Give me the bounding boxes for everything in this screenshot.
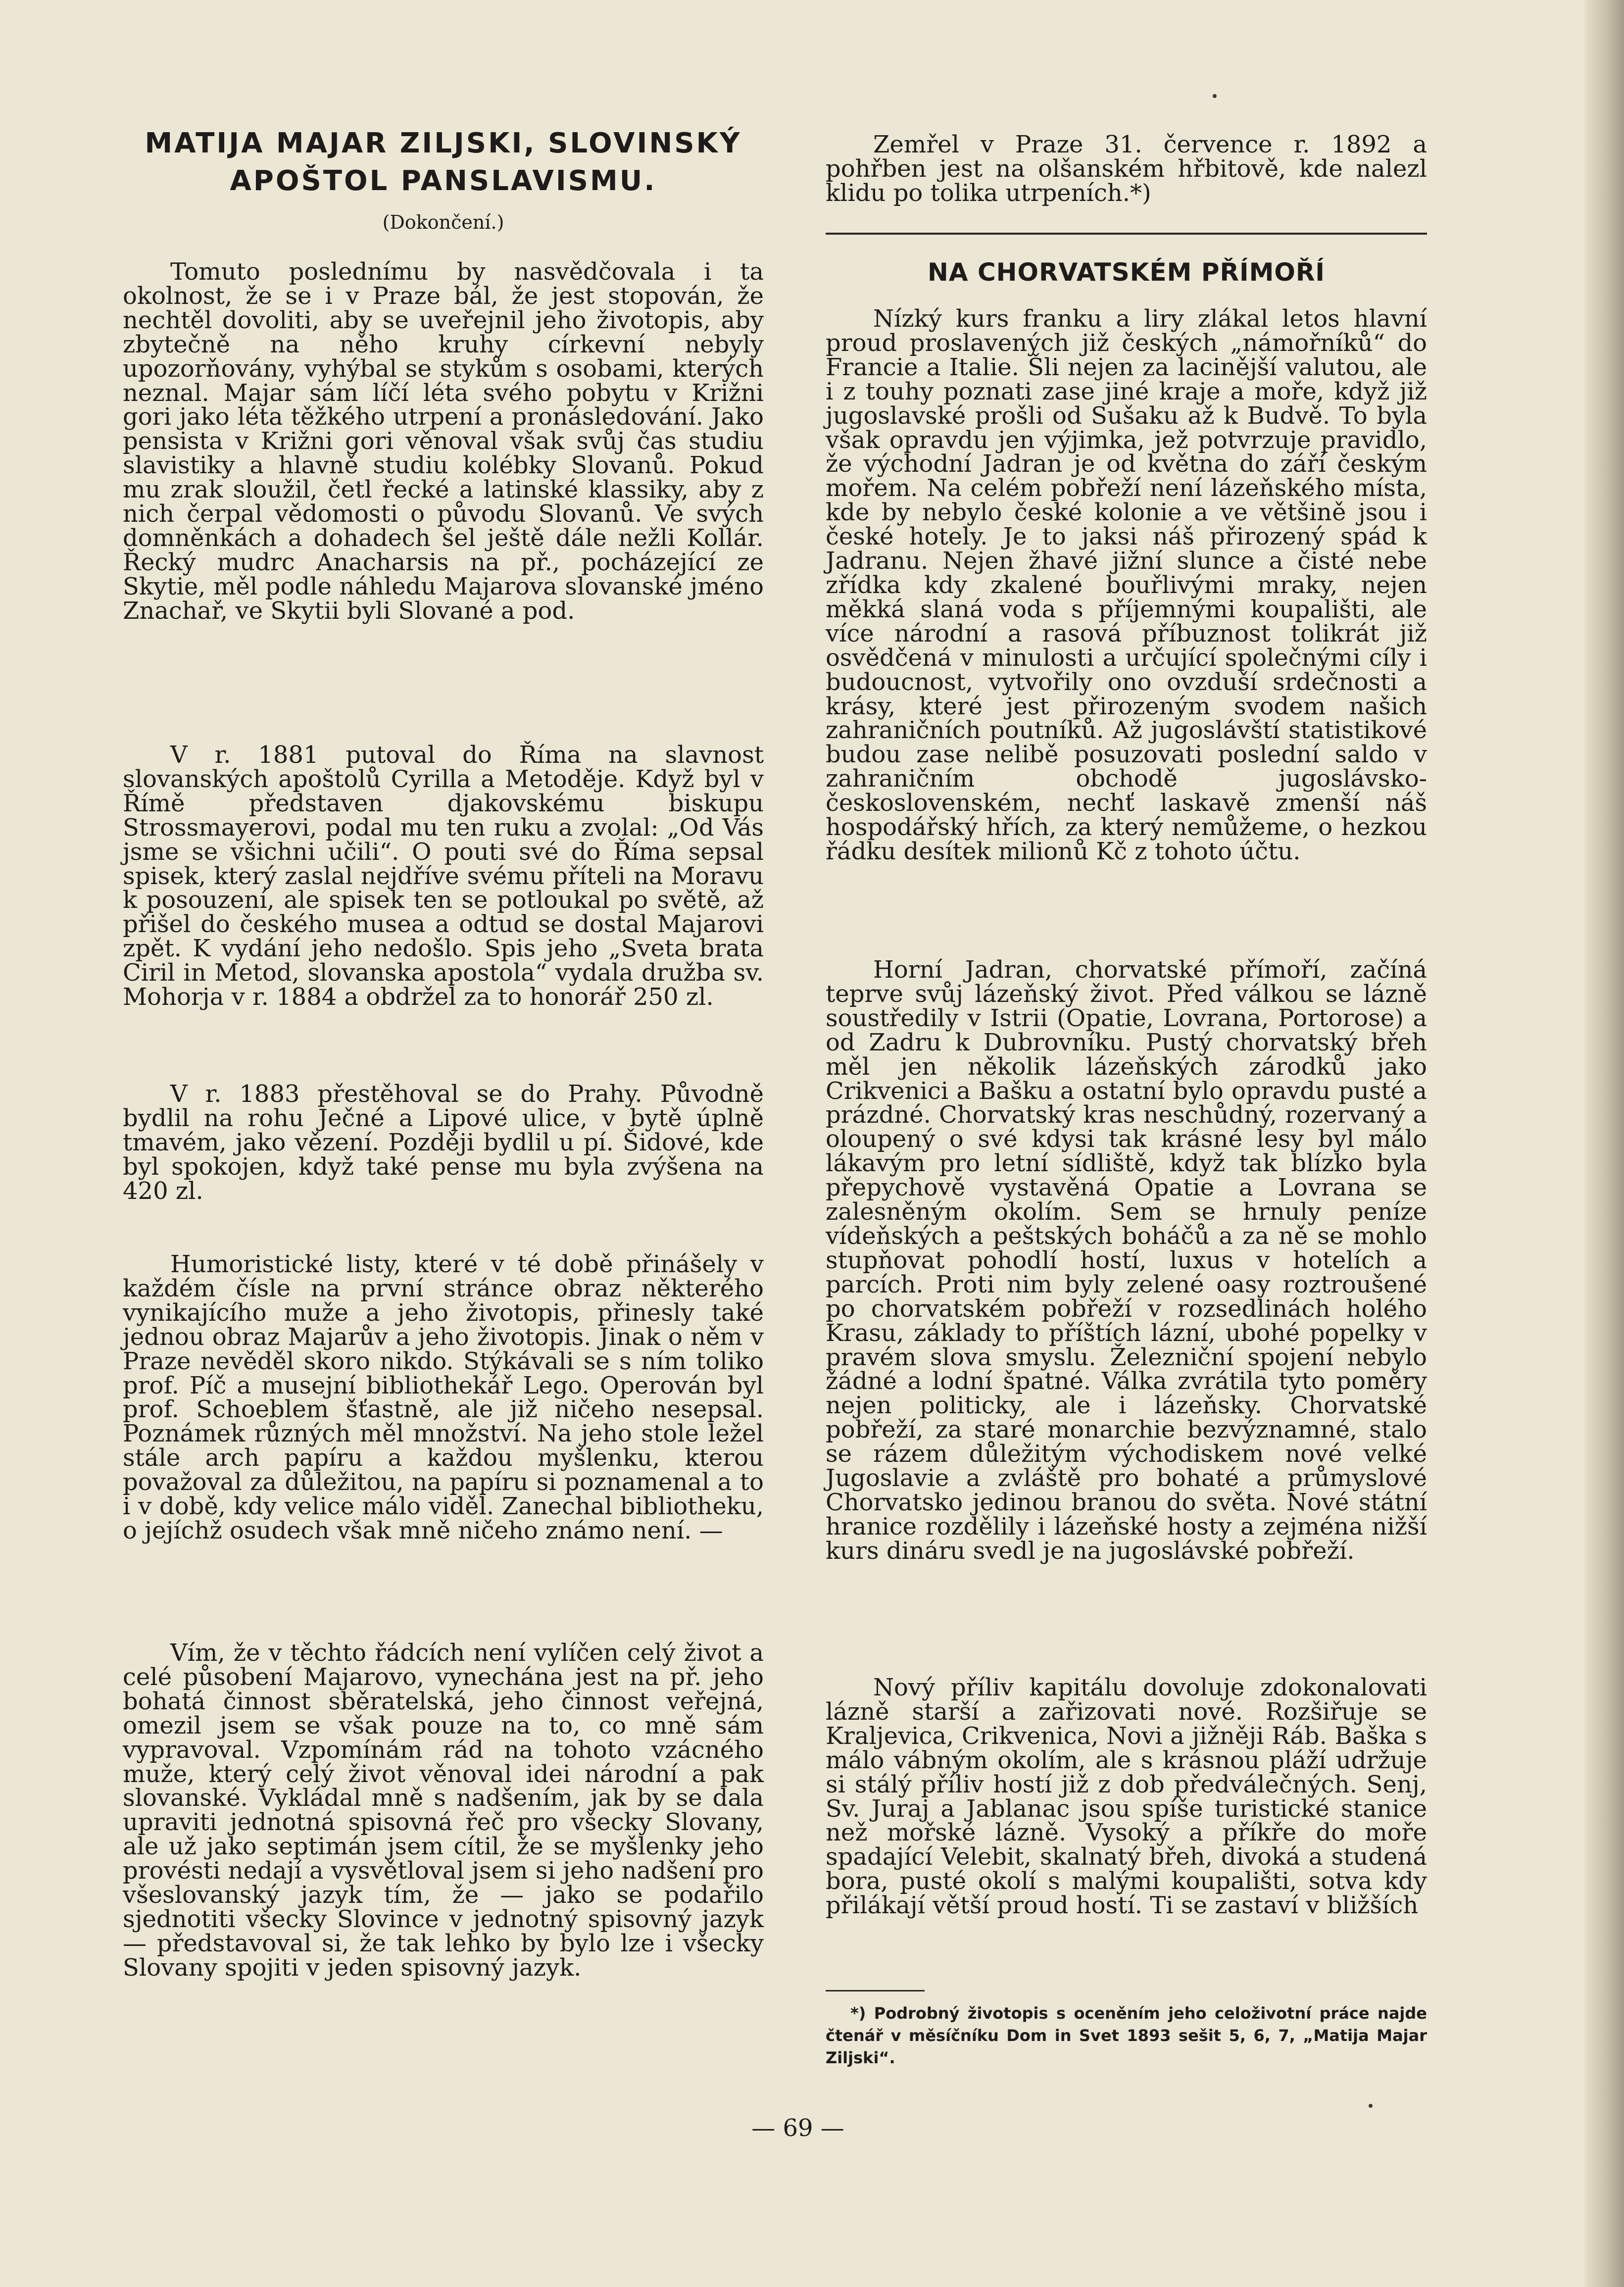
paragraph: V r. 1881 putoval do Říma na slavnost slovanských apoštolů Cyrilla a Metoděje. Když byl v Římě představen djakovskému biskupu Strossmayerovi, podal mu ten ruku a zvolal: „Od Vás jsme se všichni učili“. O pouti své do Říma sepsal spisek, který zaslal nejdříve svému příteli na Moravu k posouzení, ale spisek ten se potloukal po světě, až přišel do českého musea a odtud se dostal Majarovi zpět. K vydání jeho nedošlo. Spis jeho „Sveta brata Ciril in Metod, slovanska apostola“ vydala družba sv. Mohorja v r. 1884 a obdržel za to honorář 250 zl. (123, 741, 764, 1011)
page-number: — 69 — (751, 2114, 844, 2142)
section-divider (826, 233, 1427, 235)
paragraph: Horní Jadran, chorvatské přímoří, začíná teprve svůj lázeňský život. Před válkou se lázně soustředily v Istrii (Opatie, Lovrana, Portorose) a od Zadru k Dubrovníku. Pustý chorvatský břeh měl jen několik lázeňských zárodků jako Crikvenici a Bašku a ostatní bylo opravdu pusté a prázdné. Chorvatský kras neschůdný, rozervaný a oloupený o své kdysi tak krásné lesy byl málo lákavým pro letní sídliště, když tak blízko byla přepychově vystavěná Opatie a Lovrana se zalesněným okolím. Sem se hrnuly peníze vídeňských a peštských boháčů a za ně se mohlo stupňovat pohodlí hostí, luxus v hotelích a parcích. Proti nim byly zelené oasy roztroušené po chorvatském pobřeží v rozsedlinách holého Krasu, základy to příštích lázní, ubohé popelky v pravém slova smyslu. Železniční spojení nebylo žádné a lodní špatné. Válka zvrátila tyto poměry nejen politicky, ale i lázeňsky. Chorvatské pobřeží, za staré monarchie bezvýznamné, stalo se rázem důležitým východiskem nové velké Jugoslavie a zvláště pro bohaté a průmyslové Chorvatsko jedinou branou do světa. Nové státní hranice rozdělily i lázeňské hosty a zejména nižší kurs dináru svedl je na jugoslávské pobřeží. (826, 956, 1427, 1565)
print-speck (1369, 2104, 1373, 2108)
article-title: MATIJA MAJAR ZILJSKI, SLOVINSKÝ (145, 127, 742, 159)
paragraph: Tomuto poslednímu by nasvědčovala i ta okolnost, že se i v Praze bál, že jest stopován, že nechtěl dovoliti, aby se uveřejnil jeho životopis, aby zbytečně na něho kruhy církevní nebyly upozorňovány, vyhýbal se stykům s osobami, kterých neznal. Majar sám líčí léta svého pobytu v Križni gori jako léta těžkého utrpení a pronásledování. Jako pensista v Križni gori věnoval však svůj čas studiu slavistiky a hlavně studiu kolébky Slovanů. Pokud mu zrak sloužil, četl řecké a latinské klassiky, aby z nich čerpal vědomosti o původu Slovanů. Ve svých domněnkách a dohadech šel ještě dále nežli Kollár. Řecký mudrc Anacharsis na př., pocházející ze Skytie, měl podle náhledu Majarova slovanské jméno Znachař, ve Skytii byli Slované a pod. (123, 258, 764, 625)
paragraph: Nízký kurs franku a liry zlákal letos hlavní proud proslavených již českých „námořníků“ do Francie a Italie. Šli nejen za lacinější valutou, ale i z touhy poznati zase jiné kraje a moře, když již jugoslavské prošli od Sušaku až k Budvě. To byla však opravdu jen výjimka, jež potvrzuje pravidlo, že východní Jadran je od května do září českým mořem. Na celém pobřeží není lázeňského místa, kde by nebylo české kolonie a ve většině jsou i české hotely. Je to jaksi náš přirozený spád k Jadranu. Nejen žhavé jižní slunce a čisté nebe zřídka kdy zkalené bouřlivými mraky, nejen měkká slaná voda s příjemnými koupališti, ale více národní a rasová příbuznost tolikrát již osvědčená v minulosti a určující společnými cíly i budoucnost, vytvořily ono ovzduší srdečnosti a krásy, které jest přirozeným svodem našich zahraničních poutníků. Až jugoslávští statistikové budou zase nelibě posuzovati poslední saldo v zahraničním obchodě jugoslávsko-československém, nechť laskavě zmenší náš hospodářský hřích, za který nemůžeme, o hezkou řádku desítek milionů Kč z tohoto účtu. (826, 305, 1427, 865)
paragraph: Zemřel v Praze 31. července r. 1892 a pohřben jest na olšanském hřbitově, kde nalezl klidu po tolika utrpeních.*) (826, 131, 1427, 207)
print-speck (1213, 94, 1217, 98)
footnote: *) Podrobný životopis s oceněním jeho celoživotní práce najde čtenář v měsíčníku Dom in Svet 1893 sešit 5, 6, 7, „Matija Majar Ziljski“. (826, 2004, 1427, 2067)
paragraph: V r. 1883 přestěhoval se do Prahy. Původně bydlil na rohu Ječné a Lipové ulice, v bytě úplně tmavém, jako vězení. Později bydlil u pí. Šidové, kde byl spokojen, když také pense mu byla zvýšena na 420 zl. (123, 1080, 764, 1205)
paragraph: Vím, že v těchto řádcích není vylíčen celý život a celé působení Majarovo, vynechána jest na př. jeho bohatá činnost sběratelská, jeho činnost veřejná, omezil jsem se však pouze na to, co mně sám vypravoval. Vzpomínám rád na tohoto vzácného muže, který celý život věnoval idei národní a pak slovanské. Vykládal mně s nadšením, jak by se dala upraviti jednotná spisovná řeč pro všecky Slovany, ale už jako septimán jsem cítil, že se myšlenky jeho provésti nedají a vysvětloval jsem si jeho nadšení pro všeslovanský jazyk tím, že — jako se podařilo sjednotiti všecky Slovince v jednotný spisovný jazyk — představoval si, že tak lehko by bylo lze i všecky Slovany spojiti v jeden spisovný jazyk. (123, 1639, 764, 1982)
paragraph: Nový příliv kapitálu dovoluje zdokonalovati lázně starší a zařizovati nové. Rozšiřuje se Kraljevica, Crikvenica, Novi a jižněji Ráb. Baška s málo vábným okolím, ale s krásnou pláží udržuje si stálý příliv hostí již z dob předválečných. Senj, Sv. Juraj a Jablanac jsou spíše turistické stanice než mořské lázně. Vysoký a příkře do moře spadající Velebit, skalnatý břeh, divoká a studená bora, pusté okolí s malými koupališti, sotva kdy přilákají větší proud hostí. Ti se zastaví v bližších (826, 1674, 1427, 1920)
article-subtitle: (Dokončení.) (382, 211, 504, 233)
article-title-line-2: APOŠTOL PANSLAVISMU. (230, 165, 657, 197)
footnote-divider (826, 1990, 925, 1991)
paragraph: Humoristické listy, které v té době přinášely v každém čísle na první stránce obraz některého vynikajícího muže a jeho životopis, přinesly také jednou obraz Majarův a jeho životopis. Jinak o něm v Praze nevěděl skoro nikdo. Stýkávali se s ním toliko prof. Píč a musejní bibliothekář Lego. Operován byl prof. Schoeblem šťastně, ale již ničeho nesepsal. Poznámek různých měl množství. Na jeho stole ležel stále arch papíru a každou myšlenku, kterou považoval za důležitou, na papíru si poznamenal a to i v době, kdy velice málo viděl. Zanechal bibliotheku, o jejíchž osudech však mně ničeho známo není. — (123, 1250, 764, 1544)
article-title: NA CHORVATSKÉM PŘÍMOŘÍ (928, 258, 1325, 287)
page-edge (1584, 0, 1624, 2287)
